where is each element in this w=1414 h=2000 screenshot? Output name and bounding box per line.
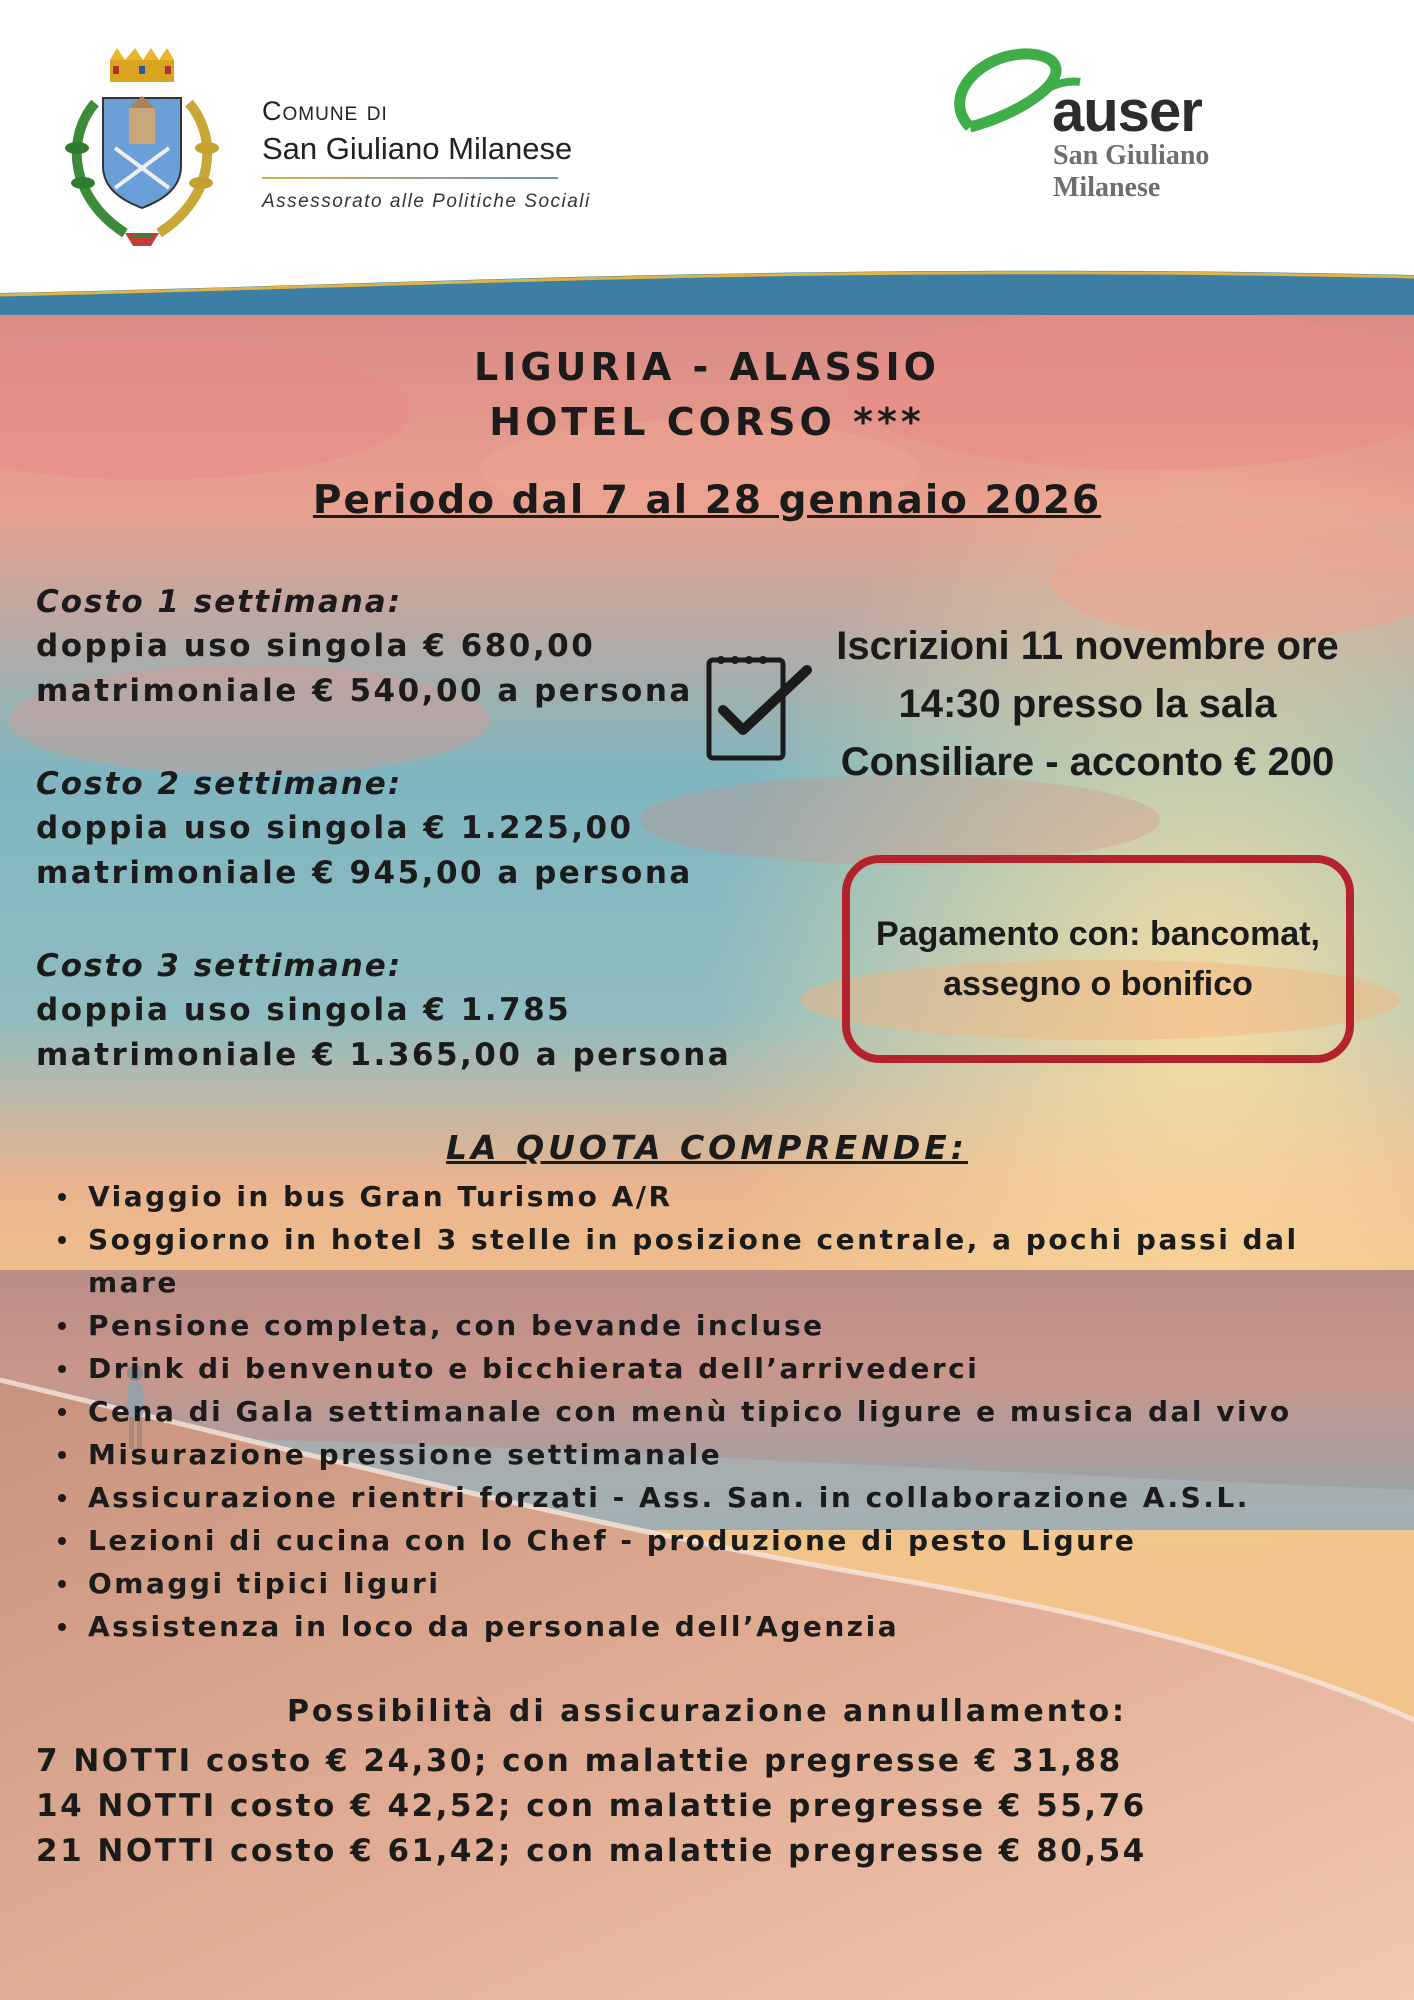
list-item: Viaggio in bus Gran Turismo A/R — [88, 1175, 1408, 1218]
insurance-line: 7 NOTTI costo € 24,30; con malattie pregresse € 31,88 — [36, 1743, 1123, 1779]
period-heading: Periodo dal 7 al 28 gennaio 2026 — [312, 478, 1102, 523]
title-location: LIGURIA - ALASSIO — [474, 345, 940, 389]
list-item: Pensione completa, con bevande incluse — [88, 1304, 1408, 1347]
cost-double: matrimoniale € 540,00 a persona — [36, 673, 693, 709]
title-hotel: HOTEL CORSO *** — [489, 400, 925, 444]
payment-line: Pagamento con: bancomat, — [876, 915, 1320, 953]
comune-label: Comune di — [262, 96, 388, 126]
list-item: Cena di Gala settimanale con menù tipico ligure e musica dal vivo — [88, 1390, 1408, 1433]
auser-city: San Giuliano Milanese — [1053, 140, 1210, 203]
insurance-line: 14 NOTTI costo € 42,52; con malattie pregresse € 55,76 — [36, 1788, 1147, 1824]
insurance-line: 21 NOTTI costo € 61,42; con malattie pregresse € 80,54 — [36, 1833, 1147, 1869]
registration-info — [795, 617, 1380, 791]
cost-heading: Costo 3 settimane: — [36, 948, 403, 984]
cost-single: doppia uso singola € 1.225,00 — [36, 810, 634, 846]
list-item: Soggiorno in hotel 3 stelle in posizione centrale, a pochi passi dal mare — [88, 1218, 1358, 1304]
cost-single: doppia uso singola € 680,00 — [36, 628, 596, 664]
registration-line: Iscrizioni 11 novembre ore — [836, 624, 1339, 668]
cost-double: matrimoniale € 1.365,00 a persona — [36, 1037, 732, 1073]
payment-box — [842, 855, 1354, 1063]
cost-1-week — [36, 580, 693, 714]
cost-2-weeks — [36, 762, 693, 896]
assessorato-label: Assessorato alle Politiche Sociali — [262, 191, 591, 212]
registration-line: 14:30 presso la sala — [898, 682, 1277, 726]
cost-double: matrimoniale € 945,00 a persona — [36, 855, 693, 891]
cost-single: doppia uso singola € 1.785 — [36, 992, 572, 1028]
cost-3-weeks — [36, 944, 731, 1078]
cost-heading: Costo 2 settimane: — [36, 766, 403, 802]
list-item: Assicurazione rientri forzati - Ass. San. in collaborazione A.S.L. — [88, 1476, 1408, 1519]
list-item: Drink di benvenuto e bicchierata dell’arrivederci — [88, 1347, 1408, 1390]
list-item: Misurazione pressione settimanale — [88, 1433, 1408, 1476]
payment-line: assegno o bonifico — [943, 965, 1253, 1003]
quota-list — [50, 1175, 1408, 1648]
list-item: Assistenza in loco da personale dell’Agenzia — [88, 1605, 1408, 1648]
cost-heading: Costo 1 settimana: — [36, 584, 403, 620]
registration-line: Consiliare - acconto € 200 — [840, 740, 1335, 784]
quota-title: LA QUOTA COMPRENDE: — [446, 1128, 968, 1167]
comune-name: San Giuliano Milanese — [262, 131, 573, 166]
list-item: Lezioni di cucina con lo Chef - produzione di pesto Ligure — [88, 1519, 1408, 1562]
insurance-lines — [36, 1739, 1147, 1874]
list-item: Omaggi tipici liguri — [88, 1562, 1408, 1605]
auser-name: auser — [1052, 79, 1202, 144]
insurance-title: Possibilità di assicurazione annullamento: — [286, 1694, 1128, 1729]
